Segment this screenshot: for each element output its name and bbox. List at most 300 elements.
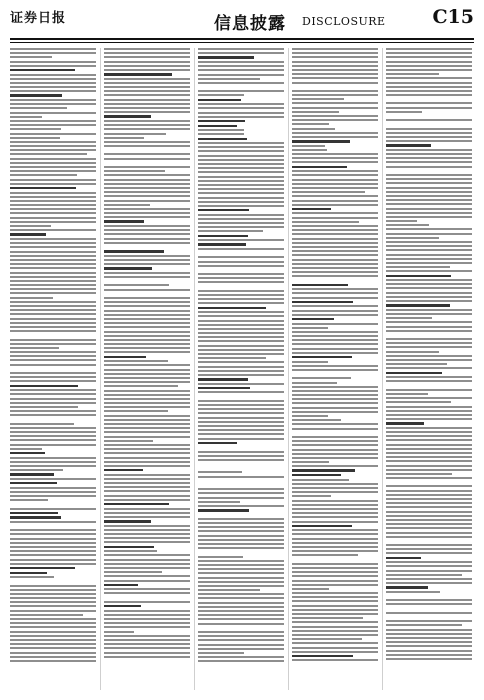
text-line: [10, 554, 96, 556]
text-line: [198, 74, 284, 76]
text-line: [10, 359, 96, 361]
text-line: [292, 128, 335, 130]
text-line: [386, 161, 472, 163]
text-line: [104, 238, 190, 240]
text-line: [292, 52, 378, 54]
text-line: [104, 56, 190, 58]
column-separator: [288, 48, 289, 690]
text-line: [292, 402, 378, 404]
text-line: [104, 465, 190, 467]
text-line: [104, 601, 190, 603]
text-line: [386, 401, 451, 403]
text-line: [386, 645, 472, 647]
text-line: [104, 174, 190, 176]
text-line: [10, 618, 96, 620]
text-line: [104, 373, 190, 375]
text-line: [104, 158, 190, 160]
text-line: [10, 601, 96, 603]
text-line: [198, 281, 284, 283]
text-line: [104, 436, 190, 438]
text-line: [292, 136, 378, 138]
text-line: [386, 111, 422, 113]
text-column-4: [292, 48, 378, 690]
text-line: [198, 171, 284, 173]
text-line: [104, 280, 190, 282]
text-line: [10, 605, 96, 607]
text-line: [198, 192, 284, 194]
text-line: [198, 256, 284, 258]
text-line: [386, 73, 439, 75]
text-line: [104, 431, 190, 433]
text-line: [292, 580, 378, 582]
masthead-rule-thin: [10, 42, 474, 43]
text-line: [10, 69, 75, 71]
text-line: [104, 267, 152, 269]
text-line: [10, 238, 96, 240]
text-line: [386, 389, 472, 391]
text-line: [104, 183, 190, 185]
text-line: [10, 94, 62, 96]
text-line: [10, 550, 96, 552]
text-line: [104, 48, 190, 50]
text-line: [104, 212, 190, 214]
text-line: [292, 174, 378, 176]
text-line: [386, 494, 472, 496]
text-line: [198, 543, 284, 545]
text-line: [104, 631, 134, 633]
text-line: [104, 289, 190, 291]
text-line: [104, 94, 190, 96]
text-line: [198, 201, 284, 203]
text-line: [386, 633, 472, 635]
text-line: [10, 217, 96, 219]
text-line: [198, 150, 284, 152]
text-line: [10, 246, 96, 248]
text-line: [198, 480, 284, 482]
text-line: [292, 263, 378, 265]
text-line: [386, 376, 472, 378]
text-line: [198, 417, 284, 419]
text-line: [292, 305, 378, 307]
text-line: [104, 415, 190, 417]
text-line: [10, 225, 51, 227]
text-line: [10, 99, 96, 101]
text-line: [386, 363, 447, 365]
text-line: [386, 157, 472, 159]
text-line: [198, 547, 284, 549]
text-line: [198, 391, 284, 393]
text-line: [386, 115, 472, 117]
text-line: [198, 378, 248, 380]
text-line: [10, 52, 96, 54]
text-line: [386, 279, 472, 281]
text-line: [292, 200, 378, 202]
text-line: [386, 506, 472, 508]
text-line: [198, 438, 284, 440]
text-line: [386, 452, 472, 454]
text-line: [10, 406, 78, 408]
text-line: [104, 423, 190, 425]
text-line: [292, 457, 378, 459]
text-line: [10, 597, 96, 599]
text-line: [198, 163, 284, 165]
text-line: [104, 347, 190, 349]
text-line: [10, 339, 96, 341]
text-line: [292, 140, 350, 142]
text-line: [10, 410, 96, 412]
text-line: [104, 195, 190, 197]
text-column-3: [198, 48, 284, 690]
text-line: [104, 204, 150, 206]
text-line: [292, 233, 378, 235]
text-line: [104, 525, 190, 527]
text-line: [386, 460, 472, 462]
text-line: [386, 128, 472, 130]
text-line: [292, 271, 378, 273]
text-line: [104, 242, 190, 244]
text-line: [292, 491, 378, 493]
text-line: [386, 481, 472, 483]
text-line: [292, 259, 378, 261]
text-line: [10, 418, 96, 420]
text-line: [104, 478, 190, 480]
text-line: [386, 136, 472, 138]
text-line: [292, 542, 378, 544]
text-line: [198, 556, 243, 558]
text-line: [386, 431, 472, 433]
text-line: [292, 419, 341, 421]
text-line: [386, 228, 472, 230]
text-line: [292, 82, 378, 84]
text-line: [292, 659, 378, 661]
text-line: [10, 183, 96, 185]
text-line: [10, 133, 96, 135]
text-line: [198, 463, 284, 465]
text-line: [104, 141, 190, 143]
text-line: [198, 572, 284, 574]
text-line: [10, 516, 61, 518]
text-line: [292, 655, 353, 657]
section-title-zh: 信息披露: [214, 14, 286, 34]
text-line: [292, 331, 378, 333]
text-line: [198, 261, 284, 263]
text-line: [198, 514, 284, 516]
text-line: [104, 335, 190, 337]
text-line: [104, 571, 162, 573]
text-line: [10, 656, 96, 658]
text-line: [10, 572, 47, 574]
text-line: [104, 622, 190, 624]
text-line: [386, 557, 421, 559]
text-line: [292, 204, 378, 206]
text-line: [198, 222, 284, 224]
text-line: [104, 618, 190, 620]
text-line: [10, 263, 96, 265]
text-line: [10, 166, 96, 168]
text-line: [10, 521, 96, 523]
text-line: [104, 331, 190, 333]
text-line: [10, 78, 96, 80]
text-line: [10, 288, 96, 290]
text-line: [198, 214, 284, 216]
text-line: [292, 651, 378, 653]
text-line: [386, 191, 472, 193]
text-line: [292, 529, 378, 531]
text-line: [386, 270, 472, 272]
text-line: [386, 317, 432, 319]
text-line: [10, 542, 96, 544]
text-line: [292, 90, 378, 92]
text-line: [198, 69, 284, 71]
text-line: [292, 621, 378, 623]
text-line: [386, 98, 472, 100]
text-line: [292, 638, 362, 640]
text-line: [292, 533, 378, 535]
text-line: [198, 408, 284, 410]
text-line: [104, 115, 151, 117]
text-line: [292, 617, 363, 619]
text-line: [292, 465, 378, 467]
text-line: [104, 263, 190, 265]
text-line: [198, 581, 284, 583]
text-line: [10, 585, 96, 587]
text-line: [10, 124, 96, 126]
text-line: [10, 309, 96, 311]
text-line: [104, 647, 190, 649]
text-line: [10, 622, 96, 624]
text-line: [104, 398, 190, 400]
text-line: [198, 366, 284, 368]
text-line: [198, 320, 284, 322]
text-line: [386, 119, 472, 121]
text-line: [292, 119, 378, 121]
text-line: [198, 564, 284, 566]
text-line: [292, 609, 378, 611]
text-line: [198, 577, 284, 579]
text-line: [292, 394, 378, 396]
text-line: [104, 326, 190, 328]
text-line: [104, 508, 190, 510]
text-line: [104, 166, 190, 168]
text-line: [386, 473, 452, 475]
text-line: [10, 647, 96, 649]
text-line: [292, 453, 378, 455]
text-line: [104, 457, 190, 459]
text-line: [198, 188, 284, 190]
text-line: [104, 580, 190, 582]
text-line: [386, 485, 472, 487]
text-line: [292, 73, 378, 75]
text-line: [10, 499, 48, 501]
text-line: [104, 554, 190, 556]
text-line: [198, 248, 284, 250]
text-line: [104, 137, 144, 139]
text-line: [386, 107, 472, 109]
text-line: [386, 616, 472, 618]
text-line: [386, 578, 472, 580]
text-line: [104, 145, 190, 147]
text-line: [386, 650, 472, 652]
text-line: [198, 56, 254, 58]
text-line: [10, 435, 96, 437]
text-line: [292, 571, 378, 573]
text-line: [198, 568, 284, 570]
text-line: [198, 61, 284, 63]
page-number: C15: [432, 6, 474, 28]
text-line: [386, 641, 472, 643]
text-line: [198, 99, 241, 101]
text-line: [198, 412, 284, 414]
text-line: [386, 527, 472, 529]
text-line: [10, 457, 96, 459]
text-line: [104, 293, 190, 295]
text-line: [386, 502, 472, 504]
text-line: [198, 52, 284, 54]
text-line: [198, 265, 284, 267]
text-line: [10, 162, 96, 164]
text-line: [198, 125, 237, 127]
text-line: [104, 272, 190, 274]
text-line: [386, 523, 472, 525]
text-line: [10, 503, 96, 505]
text-line: [198, 522, 284, 524]
text-line: [198, 307, 266, 309]
text-line: [104, 550, 157, 552]
text-line: [10, 546, 96, 548]
text-line: [292, 550, 378, 552]
text-line: [10, 452, 45, 454]
masthead-rule-thick: [10, 38, 474, 40]
text-line: [292, 584, 378, 586]
text-line: [104, 220, 144, 222]
text-line: [386, 102, 472, 104]
text-line: [10, 74, 96, 76]
text-line: [104, 356, 146, 358]
text-line: [10, 86, 96, 88]
text-line: [292, 647, 378, 649]
text-line: [10, 141, 96, 143]
text-line: [292, 516, 378, 518]
text-line: [198, 332, 284, 334]
text-line: [198, 593, 284, 595]
text-line: [198, 644, 284, 646]
text-line: [198, 286, 284, 288]
text-line: [386, 262, 472, 264]
text-line: [104, 191, 190, 193]
text-line: [292, 166, 347, 168]
text-line: [10, 376, 96, 378]
text-line: [10, 512, 58, 514]
text-line: [10, 272, 96, 274]
text-line: [292, 563, 378, 565]
text-line: [386, 203, 472, 205]
text-line: [198, 639, 284, 641]
text-line: [10, 508, 96, 510]
text-line: [386, 266, 450, 268]
text-line: [292, 212, 378, 214]
text-line: [10, 192, 96, 194]
text-line: [292, 221, 359, 223]
text-line: [386, 393, 428, 395]
text-line: [10, 174, 77, 176]
text-line: [198, 648, 284, 650]
text-line: [10, 343, 96, 345]
text-line: [386, 561, 472, 563]
text-line: [104, 499, 190, 501]
text-line: [292, 56, 378, 58]
text-line: [10, 259, 96, 261]
text-line: [292, 559, 378, 561]
text-line: [10, 313, 96, 315]
text-line: [104, 305, 190, 307]
text-line: [386, 82, 472, 84]
text-line: [104, 343, 190, 345]
text-line: [104, 385, 178, 387]
text-line: [104, 351, 190, 353]
text-line: [10, 179, 96, 181]
text-line: [104, 461, 190, 463]
text-line: [292, 444, 378, 446]
text-line: [386, 220, 417, 222]
text-line: [104, 216, 190, 218]
text-line: [386, 519, 472, 521]
text-line: [104, 369, 190, 371]
text-line: [292, 546, 378, 548]
text-line: [292, 382, 337, 384]
text-line: [292, 554, 358, 556]
text-line: [198, 623, 284, 625]
text-line: [104, 179, 190, 181]
text-line: [386, 612, 472, 614]
text-line: [104, 639, 190, 641]
text-line: [10, 301, 96, 303]
text-line: [104, 482, 190, 484]
text-line: [10, 473, 54, 475]
text-line: [104, 469, 143, 471]
text-line: [292, 521, 378, 523]
text-line: [386, 511, 472, 513]
text-line: [386, 444, 472, 446]
text-line: [104, 364, 190, 366]
text-line: [198, 86, 284, 88]
text-line: [198, 433, 284, 435]
text-line: [10, 402, 96, 404]
text-line: [10, 276, 96, 278]
text-line: [292, 365, 378, 367]
text-line: [104, 149, 190, 151]
text-line: [386, 90, 472, 92]
text-line: [386, 123, 472, 125]
text-line: [292, 567, 378, 569]
text-line: [198, 146, 284, 148]
text-line: [10, 439, 96, 441]
text-line: [10, 255, 96, 257]
text-line: [198, 660, 284, 662]
text-line: [386, 608, 472, 610]
text-line: [198, 370, 284, 372]
text-line: [10, 487, 96, 489]
text-line: [386, 654, 472, 656]
text-line: [292, 107, 378, 109]
text-line: [386, 77, 472, 79]
text-line: [292, 428, 378, 430]
text-line: [198, 425, 284, 427]
text-line: [104, 520, 151, 522]
text-line: [10, 347, 59, 349]
text-line: [104, 162, 190, 164]
text-line: [198, 652, 244, 654]
text-line: [104, 563, 190, 565]
